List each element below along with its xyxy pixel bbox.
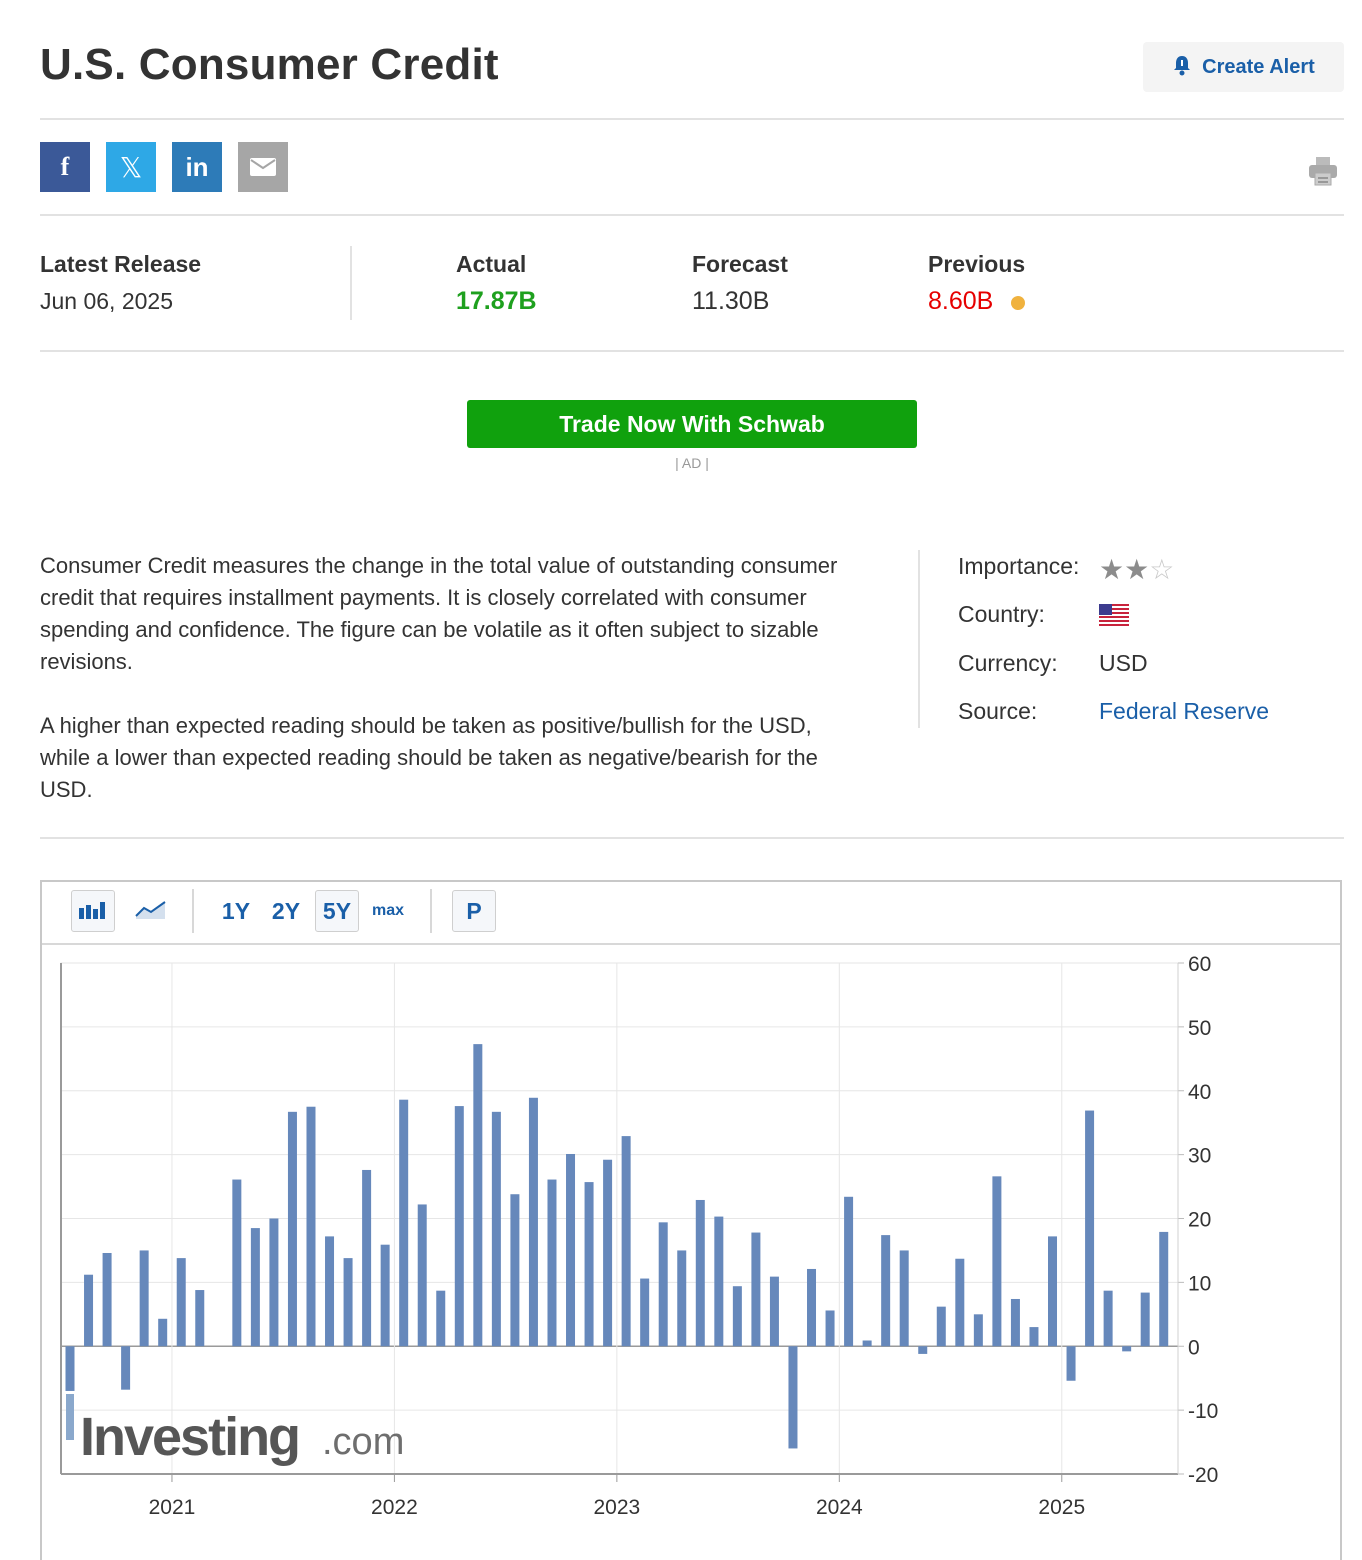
bar[interactable] — [1067, 1346, 1076, 1380]
star-filled-icon: ★ — [1099, 554, 1125, 585]
page-title: U.S. Consumer Credit — [40, 40, 499, 89]
range-5y-button[interactable]: 5Y — [315, 890, 359, 932]
bar[interactable] — [696, 1200, 705, 1346]
bar[interactable] — [788, 1346, 797, 1448]
x-tick-label: 2021 — [148, 1496, 196, 1519]
bar[interactable] — [325, 1236, 334, 1346]
bar[interactable] — [344, 1258, 353, 1346]
previous-label: Previous — [928, 251, 1026, 277]
y-tick-label: 0 — [1188, 1336, 1200, 1360]
trade-now-ad-button[interactable]: Trade Now With Schwab — [467, 400, 917, 448]
bar[interactable] — [195, 1290, 204, 1346]
bar[interactable] — [381, 1245, 390, 1347]
bar[interactable] — [1159, 1232, 1168, 1346]
y-tick-label: 40 — [1188, 1080, 1212, 1104]
source-link[interactable]: Federal Reserve — [1099, 698, 1270, 724]
bar[interactable] — [547, 1180, 556, 1347]
watermark-suffix: .com — [322, 1421, 405, 1463]
bar[interactable] — [140, 1250, 149, 1346]
bar[interactable] — [918, 1346, 927, 1354]
bar[interactable] — [714, 1217, 723, 1347]
star-filled-icon: ★ — [1124, 554, 1150, 585]
bar[interactable] — [751, 1233, 760, 1347]
bar[interactable] — [1085, 1111, 1094, 1347]
description-paragraph-1: Consumer Credit measures the change in the total value of outstanding consumer credit that requires installment payments. It is closely correlated with consumer spending and confidence. The figure can be volatile as it often subject to sizable revisions. — [40, 553, 838, 674]
ad-tag: | AD | — [675, 455, 709, 471]
y-tick-label: 60 — [1188, 953, 1212, 976]
y-tick-label: 50 — [1188, 1016, 1212, 1040]
watermark-block — [66, 1394, 74, 1440]
bar[interactable] — [992, 1176, 1001, 1346]
bar[interactable] — [510, 1194, 519, 1346]
bar[interactable] — [436, 1291, 445, 1347]
bar[interactable] — [826, 1310, 835, 1346]
bar[interactable] — [1104, 1291, 1113, 1347]
bar[interactable] — [1141, 1293, 1150, 1347]
bar[interactable] — [622, 1136, 631, 1346]
range-max-button[interactable]: max — [371, 902, 405, 919]
bar[interactable] — [251, 1228, 260, 1346]
bar[interactable] — [1029, 1327, 1038, 1346]
x-tick-label: 2023 — [593, 1496, 641, 1519]
actual-value: 17.87B — [456, 287, 537, 315]
x-tick-label: 2022 — [371, 1496, 418, 1519]
bar[interactable] — [84, 1275, 93, 1347]
bar[interactable] — [566, 1154, 575, 1346]
bar[interactable] — [1122, 1346, 1131, 1351]
source-label: Source: — [958, 698, 1038, 724]
importance-label: Importance: — [958, 553, 1080, 579]
x-tick-label: 2024 — [815, 1496, 863, 1519]
country-label: Country: — [958, 601, 1045, 627]
bar[interactable] — [1011, 1299, 1020, 1346]
bar[interactable] — [900, 1250, 909, 1346]
linkedin-icon: in — [185, 151, 209, 182]
range-1y-button[interactable]: 1Y — [221, 897, 251, 924]
bar[interactable] — [585, 1182, 594, 1346]
bar[interactable] — [121, 1346, 130, 1389]
bar[interactable] — [881, 1235, 890, 1346]
range-2y-button[interactable]: 2Y — [271, 897, 301, 924]
currency-label: Currency: — [958, 650, 1058, 676]
bar[interactable] — [677, 1250, 686, 1346]
bar[interactable] — [66, 1346, 75, 1391]
previous-value: 8.60B — [928, 287, 994, 315]
bar[interactable] — [177, 1258, 186, 1346]
bar[interactable] — [603, 1160, 612, 1347]
y-tick-label: -10 — [1188, 1400, 1219, 1424]
bar[interactable] — [529, 1098, 538, 1346]
bar[interactable] — [399, 1100, 408, 1347]
bar[interactable] — [473, 1044, 482, 1346]
x-tick-label: 2025 — [1038, 1496, 1086, 1519]
currency-value: USD — [1099, 650, 1148, 676]
bar[interactable] — [288, 1112, 297, 1346]
bar[interactable] — [659, 1222, 668, 1346]
description-paragraph-2: A higher than expected reading should be taken as positive/bullish for the USD, while a lower than expected reading should be taken as negative/bearish for the USD. — [40, 713, 818, 802]
bar[interactable] — [733, 1286, 742, 1346]
bar[interactable] — [807, 1269, 816, 1346]
create-alert-label: Create Alert — [1202, 55, 1315, 78]
y-tick-label: 30 — [1188, 1144, 1212, 1168]
bar[interactable] — [974, 1314, 983, 1346]
bar[interactable] — [770, 1277, 779, 1347]
y-tick-label: -20 — [1188, 1464, 1219, 1487]
latest-release-label: Latest Release — [40, 251, 202, 277]
y-tick-label: 20 — [1188, 1208, 1212, 1232]
bar[interactable] — [844, 1197, 853, 1346]
watermark-text: Investing — [80, 1407, 300, 1467]
p-button[interactable]: P — [452, 890, 496, 932]
bar[interactable] — [306, 1107, 315, 1347]
bar[interactable] — [955, 1259, 964, 1347]
bar[interactable] — [937, 1307, 946, 1347]
bar[interactable] — [1048, 1236, 1057, 1346]
bar[interactable] — [492, 1112, 501, 1346]
bar[interactable] — [362, 1170, 371, 1346]
bar[interactable] — [418, 1204, 427, 1346]
latest-release-date: Jun 06, 2025 — [40, 288, 174, 314]
forecast-value: 11.30B — [692, 287, 770, 315]
facebook-icon: f — [60, 152, 70, 181]
x-icon: 𝕏 — [119, 150, 143, 184]
bar[interactable] — [269, 1219, 278, 1347]
actual-label: Actual — [456, 251, 527, 277]
bar[interactable] — [640, 1279, 649, 1347]
y-tick-label: 10 — [1188, 1272, 1212, 1296]
bar[interactable] — [103, 1253, 112, 1346]
bar[interactable] — [158, 1319, 167, 1346]
star-empty-icon: ☆ — [1149, 554, 1175, 585]
forecast-label: Forecast — [692, 251, 788, 277]
bar[interactable] — [863, 1341, 872, 1347]
bar[interactable] — [455, 1106, 464, 1346]
bar[interactable] — [232, 1180, 241, 1347]
